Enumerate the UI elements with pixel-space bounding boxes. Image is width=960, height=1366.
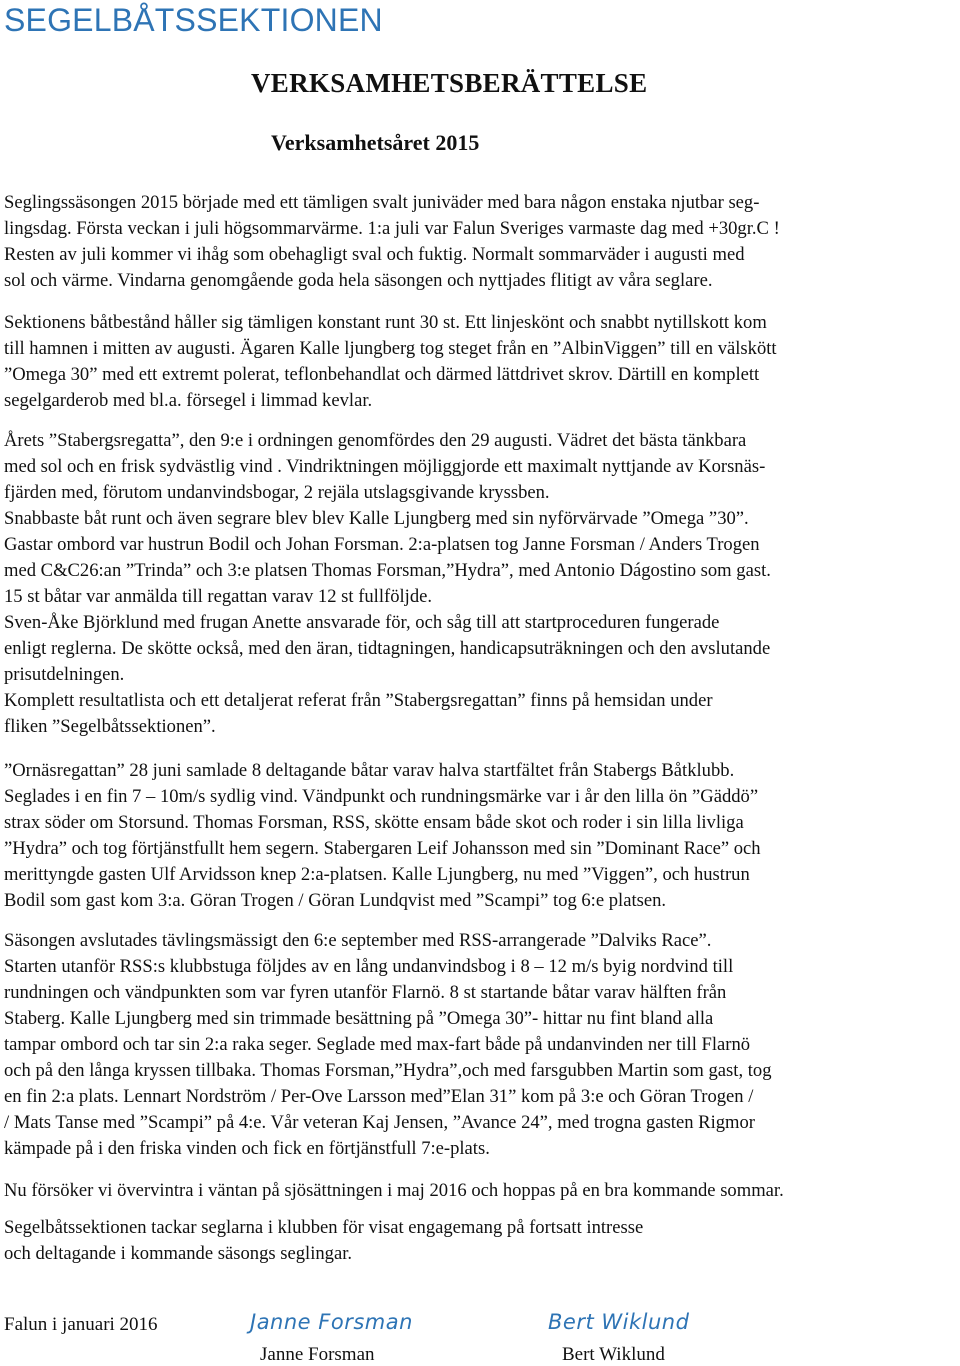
report-title: VERKSAMHETSBERÄTTELSE — [251, 68, 648, 98]
text-line: Snabbaste båt runt och även segrare blev blev Kalle Ljungberg med sin nyförvärvade ”Omega ”30”. — [4, 508, 749, 529]
text-line: ”Omega 30” med ett extremt polerat, teflonbehandlat och därmed lättdrivet skrov. Därtill en komplett — [4, 364, 760, 385]
text-line: 15 st båtar var anmälda till regattan varav 12 st fullföljde. — [4, 586, 433, 607]
text-line: / Mats Tanse med ”Scampi” på 4:e. Vår veteran Kaj Jensen, ”Avance 24”, med trogna gasten Rigmor — [4, 1112, 755, 1133]
fleet-paragraph — [4, 310, 956, 414]
section-title: SEGELBÅTSSEKTIONEN — [4, 2, 383, 38]
text-line: Komplett resultatlista och ett detaljerat referat från ”Stabergsregattan” finns på hemsidan under — [4, 690, 713, 711]
text-line: med sol och en frisk sydvästlig vind . Vindriktningen möjliggjorde ett maximalt nyttjande av Korsnäs- — [4, 456, 766, 477]
text-line: Sven-Åke Björklund med frugan Anette ansvarade för, och såg till att startproceduren fungerade — [4, 612, 720, 633]
intro-paragraph — [4, 190, 956, 294]
text-line: tampar ombord och tar sin 2:a raka seger. Seglade med max-fart både på undanvinden ner till Flarnö — [4, 1034, 751, 1055]
text-line: Starten utanför RSS:s klubbstuga följdes av en lång undanvindsbog i 8 – 12 m/s byig nordvind till — [4, 956, 734, 977]
text-line: Årets ”Stabergsregatta”, den 9:e i ordningen genomfördes den 29 augusti. Vädret det bästa tänkbara — [4, 430, 747, 451]
text-line: till hamnen i mitten av augusti. Ägaren Kalle ljungberg tog steget från en ”AlbinViggen” till en välskött — [4, 338, 777, 359]
text-line: fjärden med, förutom undanvindsbogar, 2 rejäla utslagsgivande kryssben. — [4, 482, 550, 503]
text-line: Seglingssäsongen 2015 började med ett tämligen svalt juniväder med bara någon enstaka njutbar seg- — [4, 192, 760, 213]
text-line: kämpade på i den friska vinden och fick en förtjänstfull 7:e-plats. — [4, 1138, 490, 1159]
text-line: med C&C26:an ”Trinda” och 3:e platsen Thomas Forsman,”Hydra”, med Antonio Dágostino som gast. — [4, 560, 771, 581]
text-line: Resten av juli kommer vi ihåg som obehagligt sval och fuktig. Normalt sommarväder i augusti med — [4, 244, 745, 265]
text-line: enligt reglerna. De skötte också, med den äran, tidtagningen, handicapsuträkningen och den avslutande — [4, 638, 771, 659]
report-year: Verksamhetsåret 2015 — [271, 130, 480, 155]
text-line: Nu försöker vi övervintra i väntan på sjösättningen i maj 2016 och hoppas på en bra kommande sommar. — [4, 1180, 784, 1201]
ornasregatta-paragraph — [4, 758, 956, 914]
text-line: Staberg. Kalle Ljungberg med sin trimmade besättning på ”Omega 30”- hittar nu fint bland alla — [4, 1008, 714, 1029]
text-line: och på den långa kryssen tillbaka. Thomas Forsman,”Hydra”,och med farsgubben Martin som gast, tog — [4, 1060, 772, 1081]
text-line: fliken ”Segelbåtssektionen”. — [4, 716, 216, 737]
text-line: rundningen och vändpunkten som var fyren utanför Flarnö. 8 st startande båtar varav hälften från — [4, 982, 727, 1003]
signer-name-janne-forsman: Janne Forsman — [260, 1344, 375, 1365]
text-line: Bodil som gast kom 3:a. Göran Trogen / Göran Lundqvist med ”Scampi” tog 6:e platsen. — [4, 890, 667, 911]
text-line: Säsongen avslutades tävlingsmässigt den 6:e september med RSS-arrangerade ”Dalviks Race”. — [4, 930, 712, 951]
signature-block — [4, 1308, 956, 1366]
text-line: lingsdag. Första veckan i juli högsommarvärme. 1:a juli var Falun Sveriges varmaste dag med +30gr.C ! — [4, 218, 780, 239]
signer-name-bert-wiklund: Bert Wiklund — [562, 1344, 665, 1365]
signature-janne-forsman: Janne Forsman — [250, 1310, 413, 1334]
text-line: Seglades i en fin 7 – 10m/s sydlig vind. Vändpunkt och rundningsmärke var i år den lilla ön ”Gäddö” — [4, 786, 759, 807]
thanks-paragraph — [4, 1215, 956, 1267]
text-line: en fin 2:a plats. Lennart Nordström / Per-Ove Larsson med”Elan 31” kom på 3:e och Göran Trogen / — [4, 1086, 754, 1107]
signature-bert-wiklund: Bert Wiklund — [548, 1310, 690, 1334]
text-line: segelgarderob med bl.a. försegel i limmad kevlar. — [4, 390, 373, 411]
place-date: Falun i januari 2016 — [4, 1314, 158, 1335]
text-line: Gastar ombord var hustrun Bodil och Johan Forsman. 2:a-platsen tog Janne Forsman / Anders Trogen — [4, 534, 760, 555]
text-line: ”Ornäsregattan” 28 juni samlade 8 deltagande båtar varav halva startfältet från Stabergs Båtklubb. — [4, 760, 735, 781]
text-line: merittyngde gasten Ulf Arvidsson knep 2:a-platsen. Kalle Ljungberg, nu med ”Viggen”, och hustrun — [4, 864, 750, 885]
text-line: Sektionens båtbestånd håller sig tämligen konstant runt 30 st. Ett linjeskönt och snabbt nytillskott kom — [4, 312, 767, 333]
winter-paragraph — [4, 1178, 956, 1204]
text-line: ”Hydra” och tog förtjänstfullt hem segern. Stabergaren Leif Johansson med sin ”Dominant Race” och — [4, 838, 761, 859]
dalviks-race-paragraph — [4, 928, 956, 1162]
text-line: prisutdelningen. — [4, 664, 125, 685]
text-line: Segelbåtssektionen tackar seglarna i klubben för visat engagemang på fortsatt intresse — [4, 1217, 644, 1238]
text-line: och deltagande i kommande säsongs seglingar. — [4, 1243, 353, 1264]
stabergsregatta-paragraph — [4, 428, 956, 740]
text-line: strax söder om Storsund. Thomas Forsman, RSS, skötte ensam både skot och roder i sin lilla livliga — [4, 812, 744, 833]
text-line: sol och värme. Vindarna genomgående goda hela säsongen och nyttjades flitigt av våra seglare. — [4, 270, 713, 291]
